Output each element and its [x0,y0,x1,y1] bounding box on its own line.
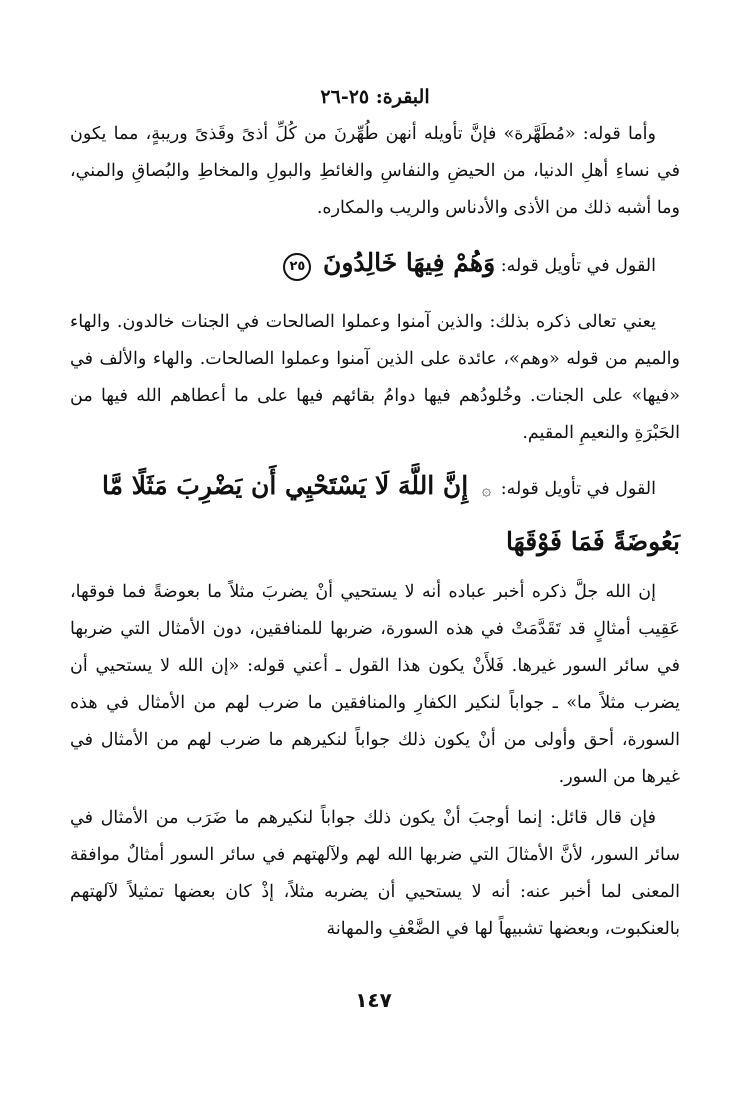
page-body [70,84,680,948]
paragraph-khulud: يعني تعالى ذكره بذلك: والذين آمنوا وعملوا الصالحات في الجنات خالدون. والهاء والميم من قوله «وهم»، عائدة على الذين آمنوا وعملوا الصالحات. والهاء والألف في «فيها» على الجنات. وخُلودُهم فيها دوامُ بقائهم فيها على ما أعطاهم الله فيها من الحَبْرَةِ والنعيمِ المقيم. [70,312,680,443]
section-heading-khalidun [70,243,680,286]
heading-lead-text: القول في تأويل قوله: [500,479,656,499]
page-number: ١٤٧ [355,988,392,1012]
page-header: البقرة: ٢٥-٢٦ [320,86,430,108]
section-heading-mathal [70,466,680,510]
hizb-star-icon: ۞ [481,479,492,499]
paragraph-mutahhara: وأما قوله: «مُطَهَّرة» فإنَّ تأويله أنهن طُهِّرنَ من كُلِّ أذىً وقَذىً وريبةٍ، مما يكون في نساءِ أهلِ الدنيا، من الحيضِ والنفاسِ والغائطِ والبولِ والمخاطِ والبُصاقِ والمني، وما أشبه ذلك من الأذى والأدناس والريب والمكاره. [70,124,680,218]
paragraph-objection: فإن قال قائل: إنما أوجبَ أنْ يكون ذلك جواباً لنكيرهم ما ضَرَب من الأمثال في سائر السور، لأنَّ الأمثالَ التي ضربها الله لهم ولآلهتهم في سائر السور أمثالٌ موافقة المعنى لما أخبر عنه: أنه لا يستحيي أن يضربه مثلاً، إذْ كان بعضها تمثيلاً لآلهتهم بالعنكبوت، وبعضها تشبيهاً لها في الضَّعْفِ والمهانة [70,807,681,939]
quran-verse-mathal-continued: بَعُوضَةً فَمَا فَوْقَهَا [506,526,680,556]
quran-verse-mathal: إِنَّ اللَّهَ لَا يَسْتَحْيِي أَن يَضْرِبَ مَثَلًا مَّا [102,471,469,500]
heading-lead-text: القول في تأويل قوله: [500,256,656,276]
ayah-number-marker: ٢٥ [283,253,311,281]
quran-verse-khalidun: وَهُمْ فِيهَا خَالِدُونَ [322,248,496,277]
paragraph-mathal-explanation: إن الله جلَّ ذكره أخبر عباده أنه لا يستحيي أنْ يضربَ مثلاً ما بعوضةً فما فوقها، عَقِيب أمثالٍ قد تَقَدَّمَتْ في هذه السورة، ضربها للمنافقين، دون الأمثال التي ضربها في سائر السور غيرها. فَلأَنْ يكون هذا القول ـ أعني قوله: «إن الله لا يستحيي أن يضرب مثلاً ما» ـ جواباً لنكير الكفارِ والمنافقين ما ضرب لهم من الأمثال في هذه السورة، أحق وأولى من أنْ يكون ذلك جواباً لنكيرهم ما ضرب لهم من الأمثال في غيرها من السور. [70,581,680,787]
